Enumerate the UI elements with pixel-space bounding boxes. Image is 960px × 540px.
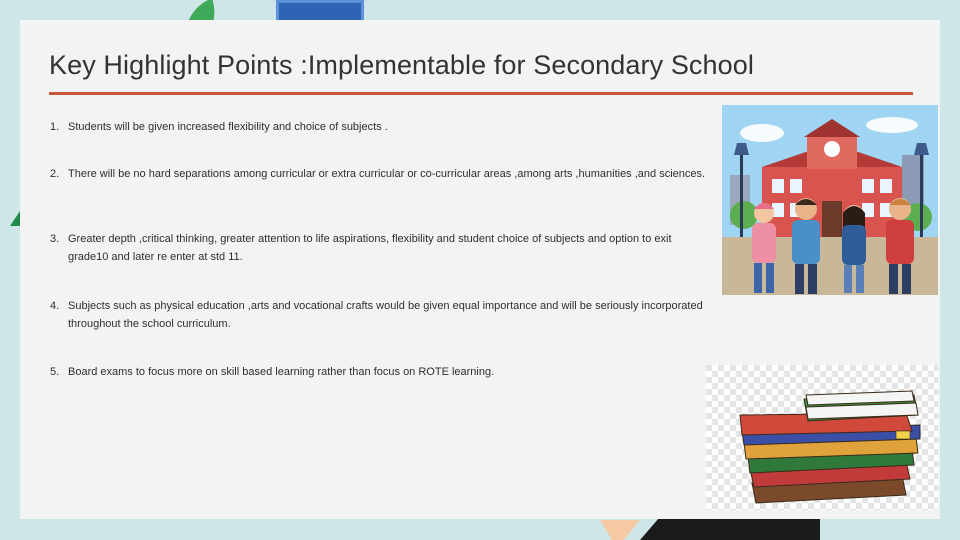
decorative-peach-shape xyxy=(600,520,640,540)
list-item-number: 1. xyxy=(50,121,60,133)
list-item-text: Subjects such as physical education ,arts and vocational crafts would be given equal importance and will be seriously incorporated throughout the school curriculum. xyxy=(68,300,703,330)
list-item xyxy=(50,118,710,136)
stack-of-books-illustration xyxy=(706,365,938,510)
list-item-number: 2. xyxy=(50,168,60,180)
slide-title: Key Highlight Points :Implementable for Secondary School xyxy=(49,50,754,80)
students-school-image xyxy=(722,105,938,295)
list-item-number: 3. xyxy=(50,233,60,245)
list-item-text: Greater depth ,critical thinking, greater attention to life aspirations, flexibility and student choice of subjects and option to exit grade10 and later re enter at std 11. xyxy=(68,233,672,263)
title-underline xyxy=(49,92,913,95)
list-item-text: Students will be given increased flexibility and choice of subjects . xyxy=(68,121,388,133)
list-item-number: 5. xyxy=(50,366,60,378)
list-item-number: 4. xyxy=(50,300,60,312)
list-item xyxy=(50,230,710,266)
books-image xyxy=(706,365,938,510)
list-item xyxy=(50,363,710,381)
slide-panel xyxy=(20,20,940,519)
list-item xyxy=(50,297,710,333)
list-item xyxy=(50,165,710,183)
list-item-text: There will be no hard separations among curricular or extra curricular or co-curricular areas ,among arts ,humanities ,and sciences. xyxy=(68,168,706,180)
students-school-illustration xyxy=(722,105,938,295)
list-item-text: Board exams to focus more on skill based learning rather than focus on ROTE learning. xyxy=(68,366,495,378)
